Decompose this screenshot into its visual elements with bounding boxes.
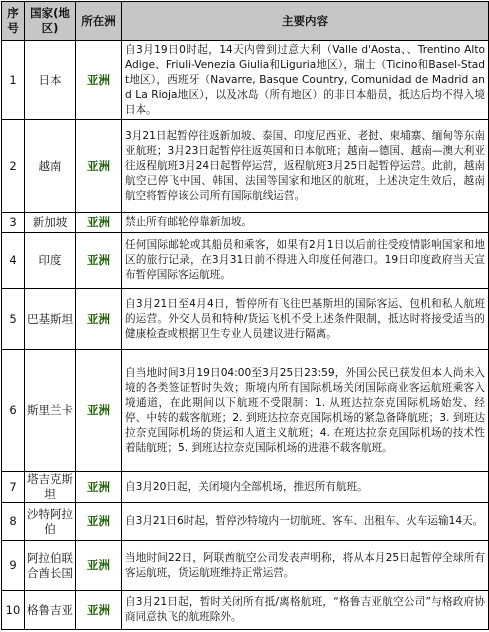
table-row [2,503,489,541]
table-row [2,591,489,630]
row-country: 塔吉克斯坦 [25,472,76,503]
table-row [2,289,489,350]
row-content: 禁止所有邮轮停靠新加坡。 [122,213,489,233]
row-content: 自3月21日至4月4日，暂停所有飞往巴基斯坦的国际客运、包机和私人航班的运营。外交人员和特种/货运飞机不受上述条件限制，抵达时将接受适当的健康检查或根据卫生专业人员建议进行隔离。 [122,289,489,350]
header-content: 主要内容 [122,2,489,41]
row-region: 亚洲 [76,591,122,630]
row-no: 3 [2,213,25,233]
table-row [2,472,489,503]
row-region: 亚洲 [76,289,122,350]
header-country: 国家(地区) [25,2,76,41]
header-region: 所在洲 [76,2,122,41]
row-content: 自3月20日起，关闭境内全部机场，推迟所有航班。 [122,472,489,503]
row-no: 6 [2,350,25,472]
row-content: 自3月19日0时起，14天内曾到过意大利（Valle d'Aosta、、Trentino Alto Adige、Friuli-Venezia Giulia和Liguria地区），瑞士（Ticino和Basel-Stadt地区），西班牙（Navarre, Basque Country, Comunidad de Madrid and La Rioja地区），以及冰岛（所有地区）的非日本船员，抵达后均不得入境日本。 [122,41,489,120]
row-content: 任何国际邮轮或其船员和乘客，如果有2月1日以后前往受疫情影响国家和地区的旅行记录，在3月31日前不得进入印度任何港口。19日印度政府当天宣布暂停国际客运航班。 [122,233,489,289]
row-no: 1 [2,41,25,120]
row-country: 日本 [25,41,76,120]
row-no: 4 [2,233,25,289]
row-region: 亚洲 [76,503,122,541]
row-no: 2 [2,120,25,213]
table-row [2,41,489,120]
row-region: 亚洲 [76,350,122,472]
row-region: 亚洲 [76,541,122,591]
row-country: 印度 [25,233,76,289]
row-region: 亚洲 [76,233,122,289]
row-content: 自3月21日6时起，暂停沙特境内一切航班、客车、出租车、火车运输14天。 [122,503,489,541]
row-region: 亚洲 [76,213,122,233]
header-no: 序号 [2,2,25,41]
row-country: 巴基斯坦 [25,289,76,350]
row-country: 阿拉伯联合酋长国 [25,541,76,591]
table-row [2,233,489,289]
table-header-row [2,2,489,41]
row-region: 亚洲 [76,120,122,213]
row-region: 亚洲 [76,41,122,120]
table-row [2,541,489,591]
row-no: 10 [2,591,25,630]
row-region: 亚洲 [76,472,122,503]
table-row [2,120,489,213]
row-country: 越南 [25,120,76,213]
row-content: 3月21日起暂停往返新加坡、泰国、印度尼西亚、老挝、柬埔寨、缅甸等东南亚航班；3月23日起暂停往返英国和日本航班；越南—德国、越南—澳大利亚往返程航班3月24日起暂停运营，返程航班3月25日起暂停运营。此前，越南航空已停飞中国、韩国、法国等国家和地区的航班，上述决定生效后，越南航空将暂停该公司所有国际航线运营。 [122,120,489,213]
row-no: 5 [2,289,25,350]
row-content: 自当地时间3月19日04:00至3月25日23:59，外国公民已获发但本人尚未入境的各类签证暂时失效；斯境内所有国际机场关闭国际商业客运航班乘客入境通道，在此期间以下航班不受限制：1. 从班达拉奈克国际机场始发、经停、中转的载客航班；2. 到班达拉奈克国际机场的紧急备降航班；3. 到班达拉奈克国际机场的货运和人道主义航班；4. 在班达拉奈克国际机场的技术性着陆航班；5. 到班达拉奈克国际机场的进港不载客航班。 [122,350,489,472]
row-content: 当地时间22日，阿联酋航空公司发表声明称，将从本月25日起暂停全球所有客运航班，货运航班维持正常运营。 [122,541,489,591]
row-no: 9 [2,541,25,591]
table-row [2,213,489,233]
table-row [2,350,489,472]
row-country: 沙特阿拉伯 [25,503,76,541]
row-country: 格鲁吉亚 [25,591,76,630]
restrictions-table [1,1,489,630]
row-country: 新加坡 [25,213,76,233]
row-content: 自3月21日起，暂时关闭所有抵/离格航班，“格鲁吉亚航空公司”与格政府协商同意执飞的航班除外。 [122,591,489,630]
row-no: 7 [2,472,25,503]
row-country: 斯里兰卡 [25,350,76,472]
row-no: 8 [2,503,25,541]
